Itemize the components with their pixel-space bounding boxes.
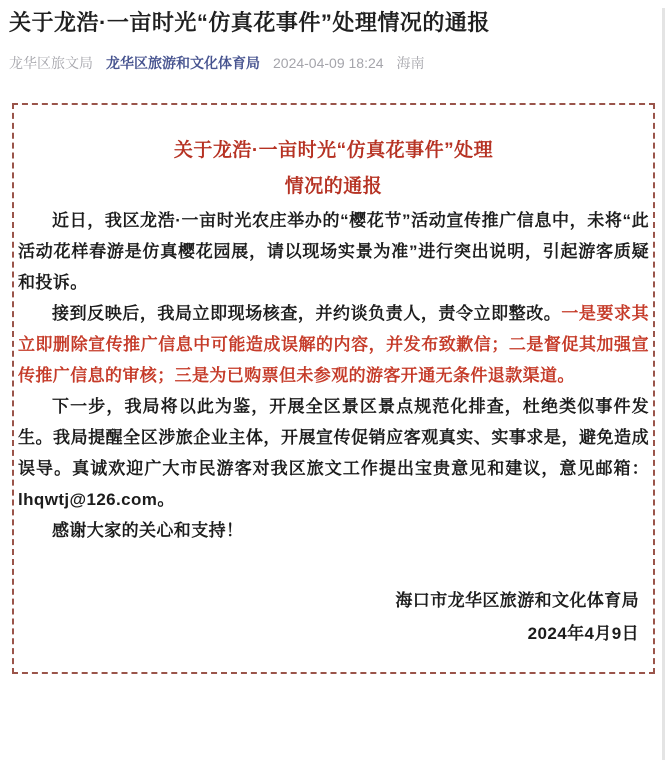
notice-paragraph-thanks: 感谢大家的关心和支持！ [52, 521, 244, 540]
paragraph-2-plain-text: 接到反映后，我局立即现场核查，并约谈负责人，责令立即整改。 [52, 304, 562, 323]
signature-block [18, 584, 649, 650]
publish-datetime: 2024-04-09 18:24 [273, 55, 384, 71]
paragraph-2-red-emphasis: 一是要求其立即删除宣传推广信息中可能造成误解的内容，并发布致歉信；二是督促其加强宣传推广信息的审核；三是为已购票但未参观的游客开通无条件退款渠道。 [18, 304, 649, 385]
region-label: 海南 [396, 55, 425, 71]
notice-title [18, 133, 649, 205]
notice-paragraph-2 [18, 298, 649, 391]
notice-box [12, 103, 655, 674]
signature-date: 2024年4月9日 [527, 624, 639, 643]
source-account-link[interactable]: 龙华区旅游和文化体育局 [106, 55, 260, 71]
article-page [0, 8, 665, 760]
signature-org: 海口市龙华区旅游和文化体育局 [395, 591, 639, 610]
notice-paragraph-1: 近日，我区龙浩·一亩时光农庄举办的“樱花节”活动宣传推广信息中，未将“此活动花样春游是仿真樱花园展，请以现场实景为准”进行突出说明，引起游客质疑和投诉。 [18, 211, 649, 292]
notice-title-line-2: 情况的通报 [284, 176, 383, 197]
notice-title-line-1: 关于龙浩·一亩时光“仿真花事件”处理 [173, 140, 494, 161]
article-meta [9, 53, 656, 73]
page-title: 关于龙浩·一亩时光“仿真花事件”处理情况的通报 [9, 10, 490, 35]
notice-paragraph-3: 下一步，我局将以此为鉴，开展全区景区景点规范化排查，杜绝类似事件发生。我局提醒全区涉旅企业主体，开展宣传促销应客观真实、实事求是，避免造成误导。真诚欢迎广大市民游客对我区旅文工作提出宝贵意见和建议，意见邮箱：lhqwtj@126.com。 [18, 397, 649, 509]
source-short-label: 龙华区旅文局 [9, 55, 93, 71]
